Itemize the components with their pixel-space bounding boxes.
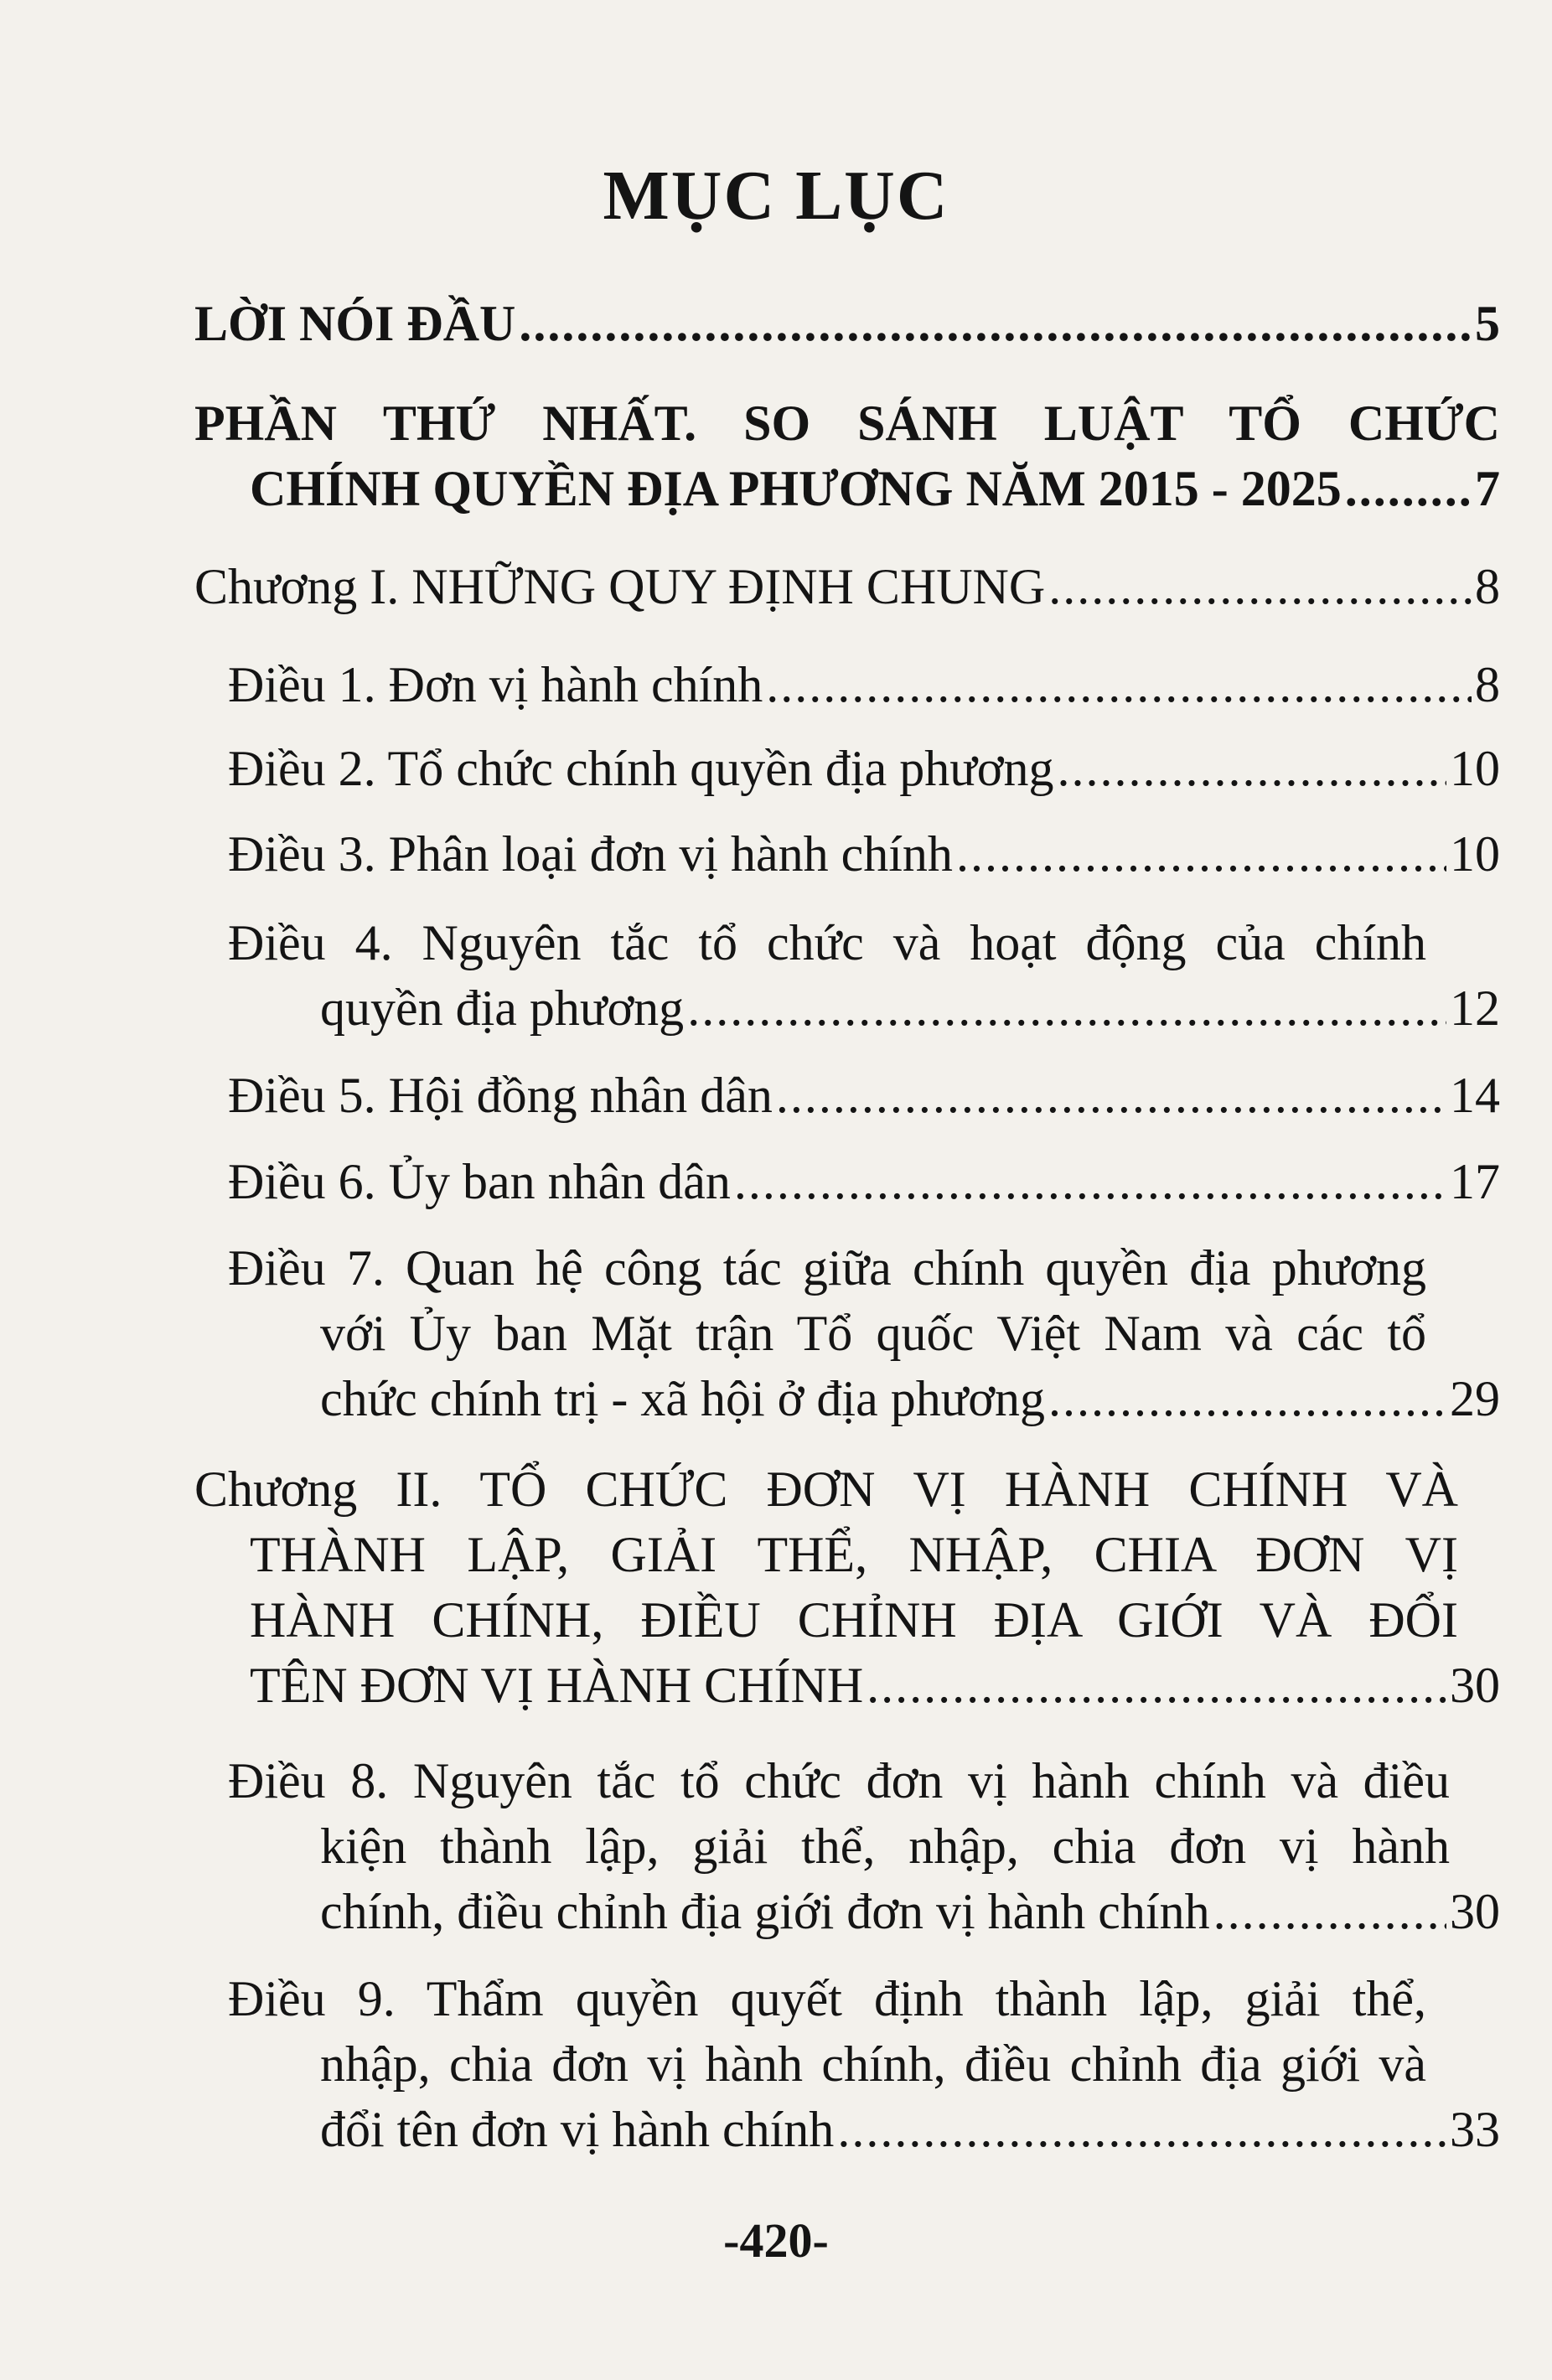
leader-dots (766, 652, 1472, 717)
toc-entry-text: Điều 1. Đơn vị hành chính (228, 657, 763, 712)
leader-dots (1048, 1366, 1446, 1431)
toc-entry-article-2 (228, 736, 1500, 801)
toc-line (194, 291, 1500, 356)
toc-entry-article-1 (228, 652, 1500, 717)
toc-entry-text: chức chính trị - xã hội ở địa phương (320, 1371, 1045, 1426)
toc-page-number: 12 (1450, 980, 1500, 1036)
toc-page-number: 8 (1475, 559, 1500, 614)
toc-line (228, 736, 1500, 801)
toc-page-number: 10 (1450, 826, 1500, 882)
page-title: MỤC LỤC (603, 157, 949, 235)
toc-entry-chapter-1 (194, 554, 1500, 619)
toc-entry-text: TÊN ĐƠN VỊ HÀNH CHÍNH (250, 1658, 864, 1713)
toc-page-number: 30 (1450, 1658, 1500, 1713)
leader-dots (1048, 554, 1472, 619)
toc-line: kiện thành lập, giải thể, nhập, chia đơn vị hành (320, 1819, 1450, 1874)
toc-line (228, 821, 1500, 887)
leader-dots (867, 1653, 1446, 1718)
toc-entry-chapter-2 (194, 1456, 1500, 1718)
toc-page-number: 29 (1450, 1371, 1500, 1426)
toc-page-number: 8 (1475, 657, 1500, 712)
toc-entry-text: CHÍNH QUYỀN ĐỊA PHƯƠNG NĂM 2015 - 2025 (250, 461, 1342, 516)
toc-line (194, 456, 1500, 521)
toc-entry-text: đổi tên đơn vị hành chính (320, 2102, 835, 2157)
toc-line: Điều 4. Nguyên tắc tổ chức và hoạt động của chính (228, 915, 1426, 970)
toc-entry-article-5 (228, 1063, 1500, 1128)
toc-page-number: 5 (1475, 296, 1500, 351)
toc-line (194, 1653, 1500, 1718)
toc-page-number: 10 (1450, 741, 1500, 796)
toc-entry-article-9 (228, 1966, 1500, 2162)
toc-entry-text: Điều 6. Ủy ban nhân dân (228, 1154, 731, 1209)
toc-entry-article-8 (228, 1748, 1500, 1944)
toc-entry-text: Điều 2. Tổ chức chính quyền địa phương (228, 741, 1054, 796)
toc-line (228, 1063, 1500, 1128)
toc-line (228, 1149, 1500, 1214)
toc-line: với Ủy ban Mặt trận Tổ quốc Việt Nam và các tổ (320, 1306, 1426, 1361)
toc-entry-text: Điều 3. Phân loại đơn vị hành chính (228, 826, 953, 882)
leader-dots (956, 821, 1446, 887)
toc-line (228, 1366, 1500, 1431)
toc-line: PHẦN THỨ NHẤT. SO SÁNH LUẬT TỔ CHỨC (194, 396, 1500, 451)
toc-entry-text: Điều 5. Hội đồng nhân dân (228, 1068, 773, 1123)
toc-line (228, 652, 1500, 717)
toc-page-number: 14 (1450, 1068, 1500, 1123)
toc-entry-part-1 (194, 391, 1500, 521)
toc-page-number: 30 (1450, 1884, 1500, 1939)
toc-entry-article-3 (228, 821, 1500, 887)
leader-dots (1057, 736, 1446, 801)
leader-dots (776, 1063, 1446, 1128)
leader-dots (837, 2097, 1446, 2162)
toc-line: Chương II. TỔ CHỨC ĐƠN VỊ HÀNH CHÍNH VÀ (194, 1462, 1458, 1517)
leader-dots (519, 291, 1472, 356)
toc-line (194, 554, 1500, 619)
leader-dots (1213, 1879, 1446, 1944)
toc-line: Điều 9. Thẩm quyền quyết định thành lập, giải thể, (228, 1971, 1426, 2026)
toc-page-number: 7 (1475, 461, 1500, 516)
leader-dots (1345, 456, 1472, 521)
toc-page-number: 17 (1450, 1154, 1500, 1209)
toc-entry-text: chính, điều chỉnh địa giới đơn vị hành chính (320, 1884, 1210, 1939)
leader-dots (734, 1149, 1446, 1214)
toc-page-number: 33 (1450, 2102, 1500, 2157)
toc-line: HÀNH CHÍNH, ĐIỀU CHỈNH ĐỊA GIỚI VÀ ĐỔI (250, 1592, 1458, 1648)
toc-entry-article-4 (228, 910, 1500, 1041)
toc-line (228, 1879, 1500, 1944)
toc-entry-article-6 (228, 1149, 1500, 1214)
toc-line: nhập, chia đơn vị hành chính, điều chỉnh địa giới và (320, 2036, 1426, 2092)
toc-entry-article-7 (228, 1235, 1500, 1431)
toc-line: THÀNH LẬP, GIẢI THỂ, NHẬP, CHIA ĐƠN VỊ (250, 1527, 1458, 1582)
toc-line: Điều 8. Nguyên tắc tổ chức đơn vị hành chính và điều (228, 1753, 1450, 1808)
toc-entry-text: quyền địa phương (320, 980, 685, 1036)
toc-line (228, 975, 1500, 1041)
toc-entry-text: LỜI NÓI ĐẦU (194, 296, 516, 351)
toc-entry-preface (194, 291, 1500, 356)
toc-entry-text: Chương I. NHỮNG QUY ĐỊNH CHUNG (194, 559, 1046, 614)
toc-line (228, 2097, 1500, 2162)
toc-line: Điều 7. Quan hệ công tác giữa chính quyền địa phương (228, 1240, 1426, 1296)
page-number-footer: -420- (723, 2213, 829, 2268)
leader-dots (687, 975, 1446, 1041)
